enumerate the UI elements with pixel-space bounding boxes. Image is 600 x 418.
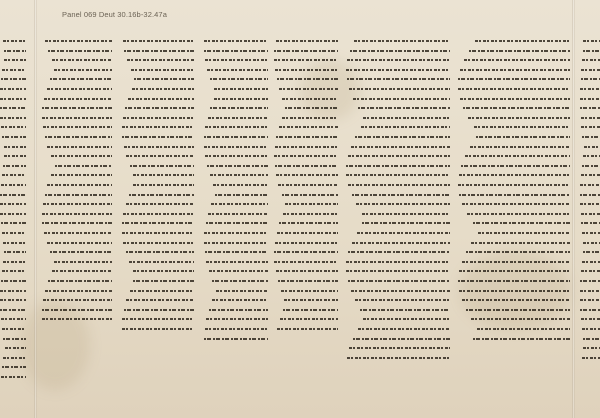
text-line: [2, 366, 26, 368]
text-line: [4, 251, 26, 253]
text-line: [583, 50, 600, 52]
text-line: [42, 107, 112, 109]
text-line: [464, 59, 570, 61]
text-line: [581, 117, 600, 119]
text-line: [205, 155, 268, 157]
text-line: [216, 290, 268, 292]
text-line: [2, 232, 26, 234]
text-line: [122, 222, 194, 224]
text-line: [275, 69, 338, 71]
text-line: [355, 299, 450, 301]
text-line: [0, 299, 26, 301]
text-line: [126, 155, 194, 157]
text-line: [458, 184, 570, 186]
text-line: [204, 232, 268, 234]
text-line: [3, 338, 26, 340]
text-line: [205, 59, 268, 61]
text-line: [346, 270, 450, 272]
text-line: [274, 155, 338, 157]
text-line: [581, 78, 600, 80]
text-line: [44, 98, 112, 100]
text-line: [205, 126, 268, 128]
text-line: [581, 126, 600, 128]
text-line: [126, 251, 194, 253]
text-line: [122, 318, 194, 320]
text-line: [581, 318, 600, 320]
text-line: [459, 194, 570, 196]
text-line: [346, 165, 450, 167]
text-line: [582, 165, 600, 167]
text-line: [210, 174, 268, 176]
text-line: [3, 165, 26, 167]
text-line: [363, 318, 450, 320]
text-line: [582, 232, 600, 234]
text-line: [275, 146, 338, 148]
text-line: [43, 126, 112, 128]
text-line: [581, 69, 600, 71]
text-line: [580, 280, 600, 282]
text-line: [347, 78, 450, 80]
text-line: [347, 59, 450, 61]
text-line: [0, 88, 26, 90]
text-line: [583, 338, 600, 340]
text-line: [133, 174, 194, 176]
text-line: [43, 203, 112, 205]
text-line: [3, 242, 26, 244]
text-line: [127, 59, 194, 61]
text-line: [470, 146, 570, 148]
text-line: [210, 107, 268, 109]
text-line: [133, 270, 194, 272]
text-line: [468, 117, 570, 119]
text-line: [466, 251, 570, 253]
text-line: [355, 136, 450, 138]
text-line: [47, 242, 112, 244]
text-line: [459, 290, 570, 292]
parchment-stain: [20, 300, 90, 390]
text-line: [0, 98, 26, 100]
panel-label: Panel 069 Deut 30.16b-32.47a: [62, 10, 167, 19]
text-line: [458, 88, 570, 90]
text-line: [1, 184, 26, 186]
text-line: [131, 69, 194, 71]
text-line: [54, 69, 112, 71]
text-line: [580, 203, 600, 205]
text-line: [580, 299, 600, 301]
text-line: [207, 165, 268, 167]
text-line: [123, 40, 194, 42]
text-line: [278, 184, 338, 186]
text-line: [582, 357, 600, 359]
text-line: [351, 146, 450, 148]
text-line: [122, 136, 194, 138]
text-line: [2, 328, 26, 330]
text-line: [462, 203, 570, 205]
text-line: [0, 117, 26, 119]
text-line: [3, 261, 26, 263]
text-line: [356, 203, 450, 205]
text-line: [206, 261, 268, 263]
text-line: [204, 136, 268, 138]
text-line: [278, 280, 338, 282]
text-line: [581, 222, 600, 224]
text-line: [4, 146, 26, 148]
text-line: [204, 146, 268, 148]
text-line: [204, 50, 268, 52]
text-line: [129, 261, 194, 263]
text-line: [458, 78, 570, 80]
text-line: [0, 107, 26, 109]
text-line: [51, 174, 112, 176]
text-line: [275, 165, 338, 167]
text-line: [581, 270, 600, 272]
text-line: [583, 251, 600, 253]
text-line: [4, 50, 26, 52]
text-line: [44, 232, 112, 234]
text-line: [584, 146, 600, 148]
text-line: [45, 40, 112, 42]
text-line: [581, 174, 600, 176]
text-line: [126, 299, 194, 301]
text-line: [462, 261, 570, 263]
text-line: [349, 88, 450, 90]
text-line: [580, 290, 600, 292]
text-line: [1, 318, 26, 320]
text-line: [130, 165, 194, 167]
text-line: [462, 299, 570, 301]
text-line: [48, 280, 112, 282]
text-line: [48, 50, 112, 52]
text-line: [207, 69, 268, 71]
text-line: [45, 194, 112, 196]
text-line: [465, 155, 570, 157]
text-line: [358, 328, 450, 330]
text-line: [47, 184, 112, 186]
text-line: [133, 280, 194, 282]
text-line: [580, 107, 600, 109]
text-line: [274, 251, 338, 253]
text-line: [125, 107, 194, 109]
text-line: [2, 69, 26, 71]
text-line: [471, 242, 570, 244]
text-line: [474, 126, 570, 128]
text-line: [475, 40, 570, 42]
text-line: [282, 98, 338, 100]
text-line: [346, 174, 450, 176]
text-line: [583, 155, 600, 157]
text-line: [3, 40, 26, 42]
text-line: [471, 318, 570, 320]
text-line: [357, 232, 450, 234]
text-line: [283, 213, 338, 215]
text-line: [0, 194, 26, 196]
text-line: [583, 242, 600, 244]
text-line: [352, 242, 450, 244]
text-line: [204, 338, 268, 340]
text-line: [45, 136, 112, 138]
text-line: [347, 357, 450, 359]
text-line: [346, 261, 450, 263]
text-line: [4, 155, 26, 157]
text-line: [2, 174, 26, 176]
text-line: [346, 69, 450, 71]
text-line: [50, 78, 112, 80]
text-line: [353, 98, 450, 100]
text-line: [279, 126, 338, 128]
text-line: [55, 165, 112, 167]
text-line: [42, 309, 112, 311]
text-line: [210, 78, 268, 80]
text-line: [348, 184, 450, 186]
text-line: [214, 98, 268, 100]
text-line: [583, 347, 600, 349]
text-line: [277, 78, 338, 80]
text-line: [124, 50, 194, 52]
text-line: [47, 88, 112, 90]
text-line: [283, 309, 338, 311]
text-line: [2, 136, 26, 138]
text-line: [275, 242, 338, 244]
text-line: [469, 50, 570, 52]
text-line: [348, 251, 450, 253]
text-line: [122, 232, 194, 234]
text-line: [349, 347, 450, 349]
text-line: [459, 174, 570, 176]
text-line: [128, 98, 194, 100]
text-line: [52, 59, 112, 61]
text-line: [580, 88, 600, 90]
text-line: [132, 88, 194, 90]
text-line: [123, 213, 194, 215]
text-line: [351, 290, 450, 292]
text-line: [461, 165, 570, 167]
text-line: [477, 328, 570, 330]
text-line: [0, 203, 26, 205]
parchment-seam: [34, 0, 37, 418]
text-line: [353, 338, 450, 340]
text-line: [2, 270, 26, 272]
text-line: [473, 338, 570, 340]
text-line: [123, 242, 194, 244]
text-line: [466, 309, 570, 311]
text-line: [52, 270, 112, 272]
text-line: [4, 59, 26, 61]
text-line: [51, 155, 112, 157]
text-line: [582, 136, 600, 138]
text-line: [208, 213, 268, 215]
text-line: [42, 318, 112, 320]
text-line: [362, 213, 450, 215]
text-line: [580, 194, 600, 196]
text-line: [276, 40, 338, 42]
text-line: [206, 222, 268, 224]
text-line: [279, 88, 338, 90]
text-line: [350, 50, 450, 52]
text-line: [47, 146, 112, 148]
text-line: [281, 290, 338, 292]
text-line: [42, 117, 112, 119]
text-line: [277, 232, 338, 234]
text-line: [581, 213, 600, 215]
text-line: [209, 309, 268, 311]
text-line: [276, 270, 338, 272]
text-line: [460, 98, 570, 100]
text-line: [582, 328, 600, 330]
text-line: [274, 50, 338, 52]
text-line: [1, 222, 26, 224]
text-line: [54, 261, 112, 263]
text-line: [363, 117, 450, 119]
text-line: [580, 98, 600, 100]
text-line: [205, 251, 268, 253]
text-line: [463, 107, 570, 109]
text-line: [124, 309, 194, 311]
text-line: [274, 261, 338, 263]
text-line: [284, 299, 338, 301]
text-line: [208, 117, 268, 119]
text-line: [473, 222, 570, 224]
text-line: [126, 203, 194, 205]
text-line: [213, 184, 268, 186]
text-line: [43, 299, 112, 301]
text-line: [209, 270, 268, 272]
text-line: [459, 270, 570, 272]
text-line: [274, 59, 338, 61]
text-line: [279, 222, 338, 224]
text-line: [1, 280, 26, 282]
text-line: [1, 376, 26, 378]
text-line: [285, 107, 338, 109]
text-line: [123, 117, 194, 119]
text-line: [580, 309, 600, 311]
text-line: [478, 232, 570, 234]
text-line: [458, 280, 570, 282]
text-line: [348, 280, 450, 282]
text-line: [285, 203, 338, 205]
text-line: [282, 194, 338, 196]
text-line: [0, 309, 26, 311]
text-line: [582, 261, 600, 263]
text-line: [276, 136, 338, 138]
text-line: [362, 222, 450, 224]
text-line: [1, 126, 26, 128]
text-line: [206, 318, 268, 320]
text-line: [214, 88, 268, 90]
text-line: [354, 40, 450, 42]
text-line: [130, 290, 194, 292]
text-line: [276, 174, 338, 176]
text-line: [204, 242, 268, 244]
text-line: [42, 222, 112, 224]
text-line: [282, 117, 338, 119]
text-line: [134, 78, 194, 80]
text-line: [582, 59, 600, 61]
text-line: [358, 107, 450, 109]
text-line: [45, 290, 112, 292]
text-line: [204, 40, 268, 42]
text-line: [467, 213, 570, 215]
text-line: [361, 126, 450, 128]
text-line: [215, 194, 268, 196]
text-line: [348, 155, 450, 157]
text-line: [50, 251, 112, 253]
text-line: [583, 40, 600, 42]
text-line: [360, 309, 450, 311]
text-line: [133, 184, 194, 186]
text-line: [212, 299, 268, 301]
text-line: [580, 184, 600, 186]
text-line: [212, 280, 268, 282]
text-line: [476, 136, 570, 138]
text-line: [0, 290, 26, 292]
text-line: [124, 146, 194, 148]
text-line: [0, 213, 26, 215]
text-line: [122, 328, 194, 330]
text-line: [460, 69, 570, 71]
text-line: [1, 78, 26, 80]
text-line: [205, 328, 268, 330]
text-line: [280, 318, 338, 320]
text-line: [5, 347, 26, 349]
text-line: [211, 203, 268, 205]
text-line: [122, 126, 194, 128]
text-line: [42, 213, 112, 215]
text-line: [129, 194, 194, 196]
text-line: [277, 328, 338, 330]
text-line: [352, 194, 450, 196]
text-line: [3, 357, 26, 359]
parchment-seam: [572, 0, 575, 418]
